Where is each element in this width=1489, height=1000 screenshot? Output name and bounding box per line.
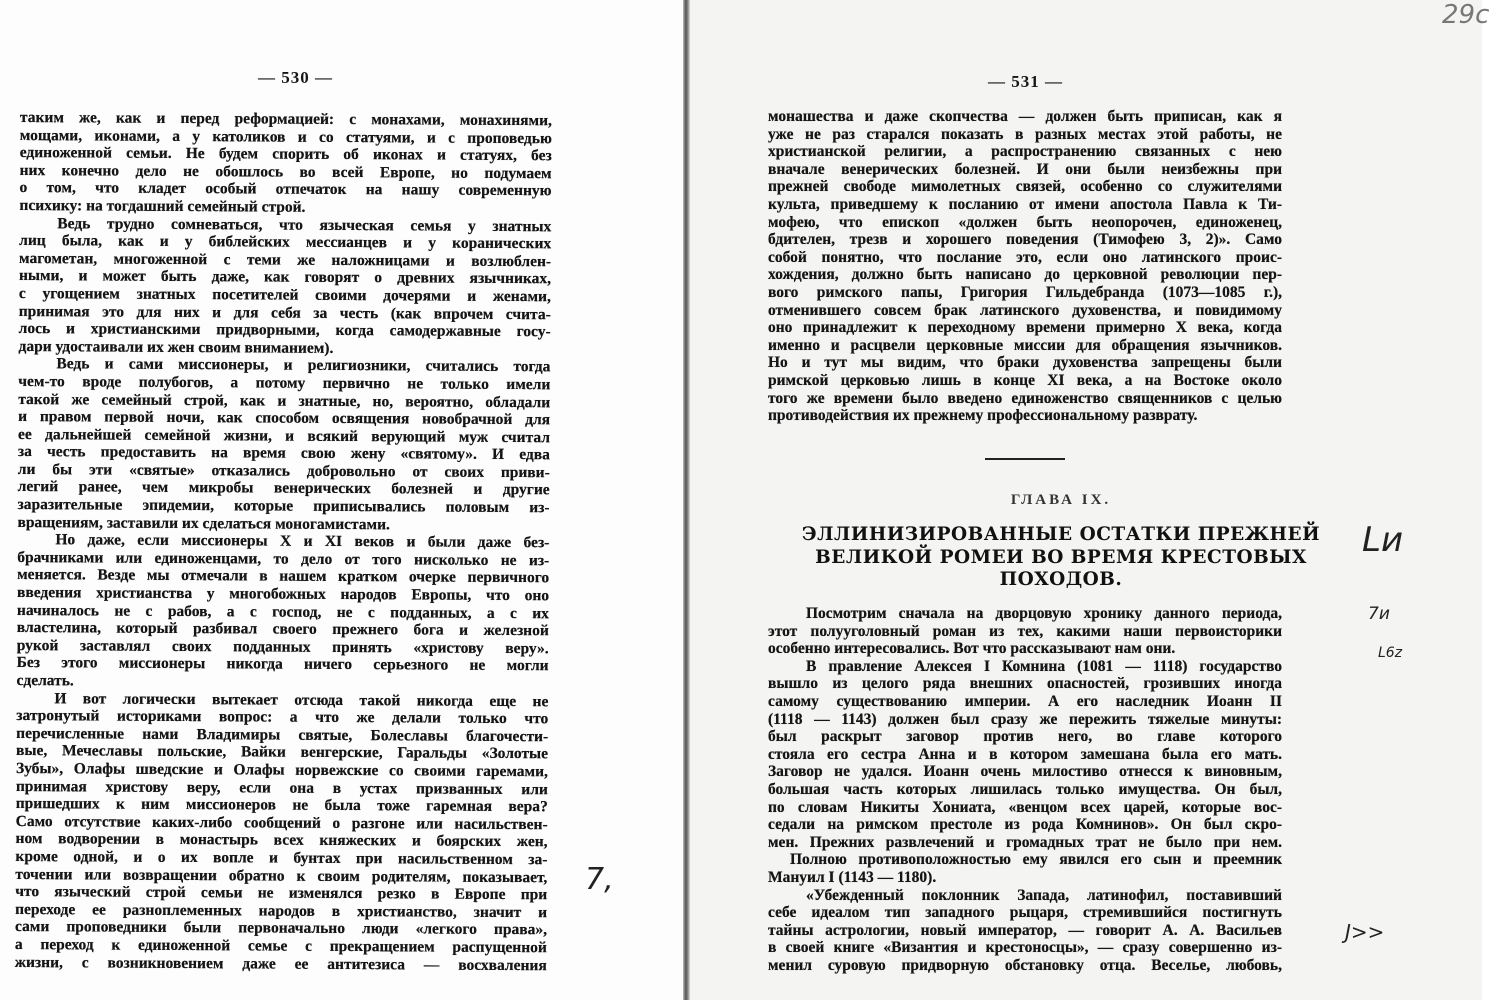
handwritten-note: 7, <box>585 862 614 897</box>
text-line: лиц была, как и у библейских мессианцев и у коранических <box>19 232 552 253</box>
text-line: с угощением знатных посетителей своими дочерями и женами, <box>18 284 551 306</box>
text-line: Мануил I (1143 — 1180). <box>768 868 937 886</box>
text-line: уже не раз старался показать в разных местах этой работы, не <box>768 125 1282 143</box>
text-line: Ведь и сами миссионеры, и религиозники, считались тогда <box>56 355 551 376</box>
text-line: стояла его сестра Анна и в котором замешана была его мать. <box>768 745 1282 763</box>
text-line: магометан, многоженной с теми же наложницами и возлюблен- <box>19 249 552 270</box>
text-line: (1118 — 1143) должен был сразу же пережить тяжелые минуты: <box>768 710 1282 728</box>
text-line: римской церковью лишь в конце XI века, а на Востоке около <box>768 371 1282 389</box>
text-line: дари удостаивали их жен своим вниманием). <box>18 337 334 357</box>
text-line: особенно интересовались. Вот что рассказывают нам они. <box>768 640 1176 658</box>
text-line: что языческий строй семьи не изменялся резко в Европе при <box>15 883 548 904</box>
text-line: большая часть которых лишилась только имущества. Он был, <box>768 780 1282 798</box>
text-line: В правление Алексея I Комнина (1081 — 1118) государство <box>806 657 1282 675</box>
handwritten-note: 7и <box>1368 604 1390 624</box>
text-line: вышло из целого ряда внешних опасностей, грозивших иногда <box>768 675 1282 693</box>
text-line: мофею, что епископ «должен быть неопорочен, единоженец, <box>768 213 1282 231</box>
chapter-title <box>665 524 1457 592</box>
text-line: седали на римском престоле из рода Комнинов». Он был скро- <box>768 816 1282 834</box>
text-line: перечисленные нами Владимиры святые, Болеславы благочести- <box>16 724 549 746</box>
text-line: по словам Никиты Хониата, «венцом всех царей, которые вос- <box>768 798 1282 816</box>
text-line: единоженной семьи. Не будем спорить об иконах и статуях, без <box>19 144 552 165</box>
text-line: Но и тут мы видим, что браки духовенства запрещены были <box>768 354 1282 372</box>
handwritten-note: L6z <box>1378 645 1403 661</box>
paragraph <box>16 531 549 693</box>
text-line: сами проповедники были первоначально люди «легкого права», <box>14 918 548 939</box>
text-line: таким же, как и перед реформацией: с монахами, монахинями, <box>19 109 552 130</box>
chapter-heading <box>665 0 1457 600</box>
text-line: Посмотрим сначала на дворцовую хронику данного периода, <box>806 605 1282 622</box>
chapter-title-line: ПОХОДОВ. <box>999 569 1123 590</box>
text-line: именно и расцвели церковные миссии для обращения язычников. <box>768 336 1282 354</box>
text-line: Само отсутствие каких-либо сообщений о разгоне или насильствен- <box>15 812 548 833</box>
text-line: чем-то вроде полубогов, а потому первично не только имели <box>18 372 551 394</box>
handwritten-note: J>> <box>1345 920 1385 944</box>
text-line: сделать. <box>16 671 74 690</box>
text-line: Зубы», Олафы шведские и Олафы норвежские со своими гаремами, <box>15 759 549 781</box>
text-line: рукой заставлял своих подданных принять «христову веру». <box>16 636 549 658</box>
text-line: брачниками или единоженцами, то дело от того нисколько не из- <box>17 548 550 570</box>
text-line: оно принадлежит к переходному времени примерно X века, когда <box>768 319 1282 337</box>
text-line: христианской религии, а распространению связанных с нею <box>768 143 1282 161</box>
text-line: противодействия их прежнему профессиональному разврату. <box>768 407 1198 425</box>
page-number: — 530 — <box>258 68 333 87</box>
handwritten-note: 29c <box>1442 0 1489 30</box>
right-page <box>690 0 1489 1000</box>
text-line: мощами, иконами, а у католиков и со статуями, и с проповедью <box>19 126 552 147</box>
paragraph <box>768 851 1282 886</box>
text-line: ли бы эти «святые» отказались добровольно от своих приви- <box>17 460 550 482</box>
text-line: ном водворении в монастырь всех княжеских и боярских жен, <box>15 830 548 851</box>
text-line: них конечно дело не обошлось во всей Европе, но подумаем <box>19 161 552 183</box>
left-page-text <box>15 109 552 974</box>
text-line: принимая это для них и для себя за честь (как впрочем счита- <box>18 302 551 323</box>
text-line: вые, Мечеславы польские, Вайки венгерские, Гаральды «Золотые <box>16 742 549 763</box>
chapter-title-line: ЭЛЛИНИЗИРОВАННЫЕ ОСТАТКИ ПРЕЖНЕЙ <box>801 524 1321 545</box>
text-line: бдителен, трезв и хорошего поведения (Тимофею 3, 2)». Само <box>768 231 1282 249</box>
paragraph <box>768 605 1282 658</box>
text-line: а переход к единоженной семье с прекращением распущенной <box>14 935 547 957</box>
text-line: кроме одной, и о их вопле и бунтах при насильственном за- <box>15 847 548 869</box>
text-line: менил суровую придворную обстановку отца. Веселье, любовь, <box>768 956 1282 974</box>
text-line: отменившего совсем брак латинского духовенства, и повидимому <box>768 301 1282 319</box>
text-line: Без этого миссионеры никогда ничего серьезного не могли <box>16 654 549 675</box>
paragraph <box>19 109 552 218</box>
paragraph <box>18 215 551 359</box>
chapter-title-line: ВЕЛИКОЙ РОМЕИ ВО ВРЕМЯ КРЕСТОВЫХ <box>815 546 1307 568</box>
text-line: того же времени было введено единоженство священников с целью <box>768 389 1282 407</box>
text-line: и правом первой ночи, как способом освящения новобрачной для <box>18 408 551 429</box>
paragraph <box>768 658 1282 852</box>
paragraph <box>15 690 549 975</box>
page-number: — 531 — <box>988 72 1063 91</box>
text-line: тайны астрологии, новый император, — говорит А. А. Васильев <box>768 921 1282 939</box>
text-line: о том, что кладет особый отпечаток на нашу современную <box>19 179 552 200</box>
text-line: Полною противоположностью ему явился его сын и преемник <box>790 851 1282 869</box>
text-line: монашества и даже скопчества — должен быть приписан, как я <box>768 108 1282 125</box>
text-line: такой же семейный строй, как и знатные, но, вероятно, обладали <box>18 390 551 411</box>
text-line: психику: на тогдашний семейный строй. <box>19 196 306 216</box>
text-line: начиналось не с рабов, а с господ, не с подданных, а с их <box>16 601 549 622</box>
text-line: лось и христианскими придворными, когда самодержавные госу- <box>18 320 551 341</box>
text-line: этот полууголовный роман из тех, какими наши первоисторики <box>768 622 1282 640</box>
text-line: вращениям, заставили их сделаться моногамистами. <box>17 513 391 533</box>
text-line: введения христианства у многобожных народов Европы, что оно <box>16 584 550 605</box>
text-line: легий ранее, чем микробы венерических болезней и другие <box>17 478 550 499</box>
text-line: пришедших к ним миссионеров не была тоже гаремная вера? <box>15 795 548 816</box>
text-line: ными, и может быть даже, как говорят о древних язычниках, <box>18 267 552 288</box>
text-line: заразительные эпидемии, которые приписывались половым из- <box>17 496 550 517</box>
handwritten-note: Lи <box>1362 520 1404 560</box>
text-line: И вот логически вытекает отсюда такой никогда еще не <box>54 689 549 710</box>
right-page-text-bottom <box>768 605 1282 974</box>
text-line: вого римского папы, Григория Гильдебранда (1073—1085 г.), <box>768 283 1282 301</box>
text-line: затронутый историками вопрос: а что же делали только что <box>16 707 549 728</box>
text-line: прежней свободе мимолетных связей, особенно со служителями <box>768 178 1282 196</box>
left-page <box>0 0 684 1000</box>
text-line: мен. Прежних развлечений и громадных трат не было при нем. <box>768 833 1282 851</box>
text-line: хождения, должно быть написано до церковной революции пер- <box>768 266 1282 284</box>
text-line: меняется. Везде мы отмечали в нашем кратком очерке первичного <box>17 566 550 587</box>
text-line: принимая христову веру, если она в устах призванных или <box>15 777 548 798</box>
text-line: жизни, с возникновением даже ее антитезиса — восхваления <box>14 953 547 974</box>
text-line: Ведь трудно сомневаться, что языческая семья у знатных <box>57 214 552 235</box>
text-line: собой понятно, что послание это, если оно латинского проис- <box>768 248 1282 266</box>
chapter-label: ГЛАВА IX. <box>1010 492 1112 508</box>
text-line: точении или возвращении обратно к своим родителям, показывает, <box>15 865 548 886</box>
text-line: властелина, который разбивал своего прежнего бога и железной <box>16 619 549 640</box>
paragraph <box>17 355 550 534</box>
text-line: переходе ее разноплеменных народов в христианство, значит и <box>15 900 548 921</box>
text-line: ее дальнейшей семейной жизни, и всякий верующий муж считал <box>17 425 551 446</box>
text-line: культа, приведшему к посланию от имени апостола Павла к Ти- <box>768 195 1282 213</box>
text-line: за честь предоставить на время свою жену «святому». И едва <box>17 443 550 464</box>
text-line: себе идеалом тип западного рыцаря, стремившийся постигнуть <box>768 904 1282 922</box>
text-line: в своей книге «Византия и крестоносцы», — сразу совершенно из- <box>768 939 1282 957</box>
text-line: Заговор не удался. Иоанн очень милостиво отнесся к виновным, <box>768 763 1282 781</box>
text-line: был раскрыт заговор против него, во главе которого <box>768 728 1282 746</box>
text-line: Но даже, если миссионеры X и XI веков и были даже без- <box>55 531 550 552</box>
paragraph <box>768 887 1282 975</box>
text-line: самому существованию империи. А его наследник Иоанн II <box>768 692 1282 710</box>
text-line: «Убежденный поклонник Запада, латинофил, поставивший <box>806 886 1282 904</box>
text-line: вначале венерических болезней. И они были неизбежны при <box>768 160 1282 178</box>
